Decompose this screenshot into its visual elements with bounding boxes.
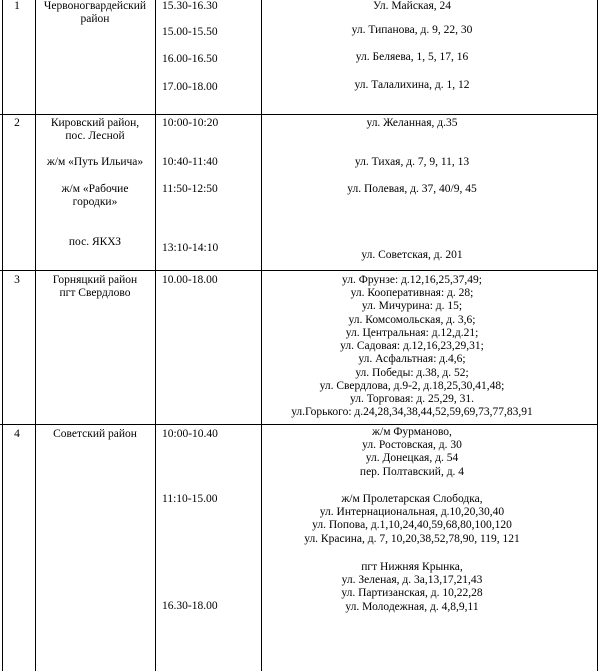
address: ул. Победы: д.38, д. 52; xyxy=(355,366,469,379)
time-slot: 10:40-11:40 xyxy=(162,156,218,168)
time-slot: 16.00-16.50 xyxy=(162,53,218,65)
address: Ул. Майская, 24 xyxy=(373,0,451,12)
address: ул. Молодежная, д. 4,8,9,11 xyxy=(345,600,479,613)
district-name: пос. Лесной xyxy=(65,130,125,142)
row-number: 3 xyxy=(14,274,20,286)
time-slot: 10:00-10:20 xyxy=(162,117,219,129)
address: ж/м Пролетарская Слободка, xyxy=(341,493,483,505)
time-slot: 17.00-18.00 xyxy=(162,81,218,93)
table-border-right xyxy=(597,0,598,671)
row-divider xyxy=(0,424,598,425)
row-number: 2 xyxy=(14,117,20,129)
address: ул. Кооперативная: д. 28; xyxy=(350,287,474,300)
address: ул. Советская, д. 201 xyxy=(361,249,463,261)
address: ул. Тихая, д. 7, 9, 11, 13 xyxy=(354,156,470,168)
time-slot: 11:50-12:50 xyxy=(162,183,218,195)
address: ул.Горького: д.24,28,34,38,44,52,59,69,73,77,83,91 xyxy=(291,406,533,419)
address: ул. Попова, д.1,10,24,40,59,68,80,100,120 xyxy=(312,519,512,532)
district-name: ж/м «Путь Ильича» xyxy=(46,156,144,168)
district-name: Кировский район, xyxy=(50,117,140,129)
address: ул. Садовая: д.12,16,23,29,31; xyxy=(340,340,484,353)
address: ул. Комсомольская, д. 3,6; xyxy=(348,313,476,326)
district-name: пгт Свердлово xyxy=(59,287,131,299)
address-group xyxy=(262,426,562,479)
time-slot: 15.00-15.50 xyxy=(162,26,218,38)
row-divider xyxy=(0,270,598,271)
district-name: Горняцкий район xyxy=(52,274,138,286)
address: ул. Интернациональная, д.10,20,30,40 xyxy=(319,506,505,519)
address: ул. Беляева, 1, 5, 17, 16 xyxy=(355,51,469,63)
time-slot: 10:00-10.40 xyxy=(162,428,218,440)
column-divider xyxy=(155,0,156,671)
address: ул. Красина, д. 7, 10,20,38,52,78,90, 119, 121 xyxy=(304,532,520,545)
address: ул. Талалихина, д. 1, 12 xyxy=(354,79,470,91)
address: ул. Партизанская, д. 10,22,28 xyxy=(341,587,483,600)
time-slot: 11:10-15.00 xyxy=(162,493,218,505)
row-number: 4 xyxy=(14,428,20,440)
address: ж/м Фурманово, xyxy=(372,426,452,438)
district-name: ж/м «Рабочие xyxy=(61,183,129,195)
address: ул. Асфальтная: д.4,6; xyxy=(358,353,466,366)
time-slot: 16.30-18.00 xyxy=(162,600,218,612)
district-name: Червоногвардейский район xyxy=(43,0,147,26)
address: ул. Фрунзе: д.12,16,25,37,49; xyxy=(342,274,482,286)
time-slot: 15.30-16.30 xyxy=(162,0,218,12)
address-group xyxy=(262,493,562,546)
address: ул. Типанова, д. 9, 22, 30 xyxy=(351,24,473,36)
address: пер. Полтавский, д. 4 xyxy=(359,465,465,478)
time-slot: 13:10-14:10 xyxy=(162,242,219,254)
row-divider xyxy=(0,114,598,115)
address: ул. Ростовская, д. 30 xyxy=(362,439,462,452)
address: ул. Торговая: д. 25,29, 31. xyxy=(350,392,474,405)
address-list xyxy=(262,274,562,419)
address: ул. Мичурина: д. 15; xyxy=(361,300,463,313)
address: ул. Донецкая, д. 54 xyxy=(365,452,459,465)
address: ул. Свердлова, д.9-2, д.18,25,30,41,48; xyxy=(319,379,505,392)
address: ул. Центральная: д.12,д.21; xyxy=(345,326,479,339)
address: ул. Полевая, д. 37, 40/9, 45 xyxy=(347,183,477,195)
time-slot: 10.00-18.00 xyxy=(162,274,218,286)
district-name: городки» xyxy=(72,196,118,208)
address: ул. Желанная, д.35 xyxy=(366,117,458,129)
district-name: Советский район xyxy=(53,428,137,440)
district-name: пос. ЯКХЗ xyxy=(68,236,122,248)
table-border-left xyxy=(2,0,3,671)
address-group xyxy=(262,561,562,614)
address: ул. Зеленая, д. 3а,13,17,21,43 xyxy=(341,574,483,587)
row-number: 1 xyxy=(14,0,20,12)
address: пгт Нижняя Крынка, xyxy=(361,561,463,573)
column-divider xyxy=(35,0,36,671)
